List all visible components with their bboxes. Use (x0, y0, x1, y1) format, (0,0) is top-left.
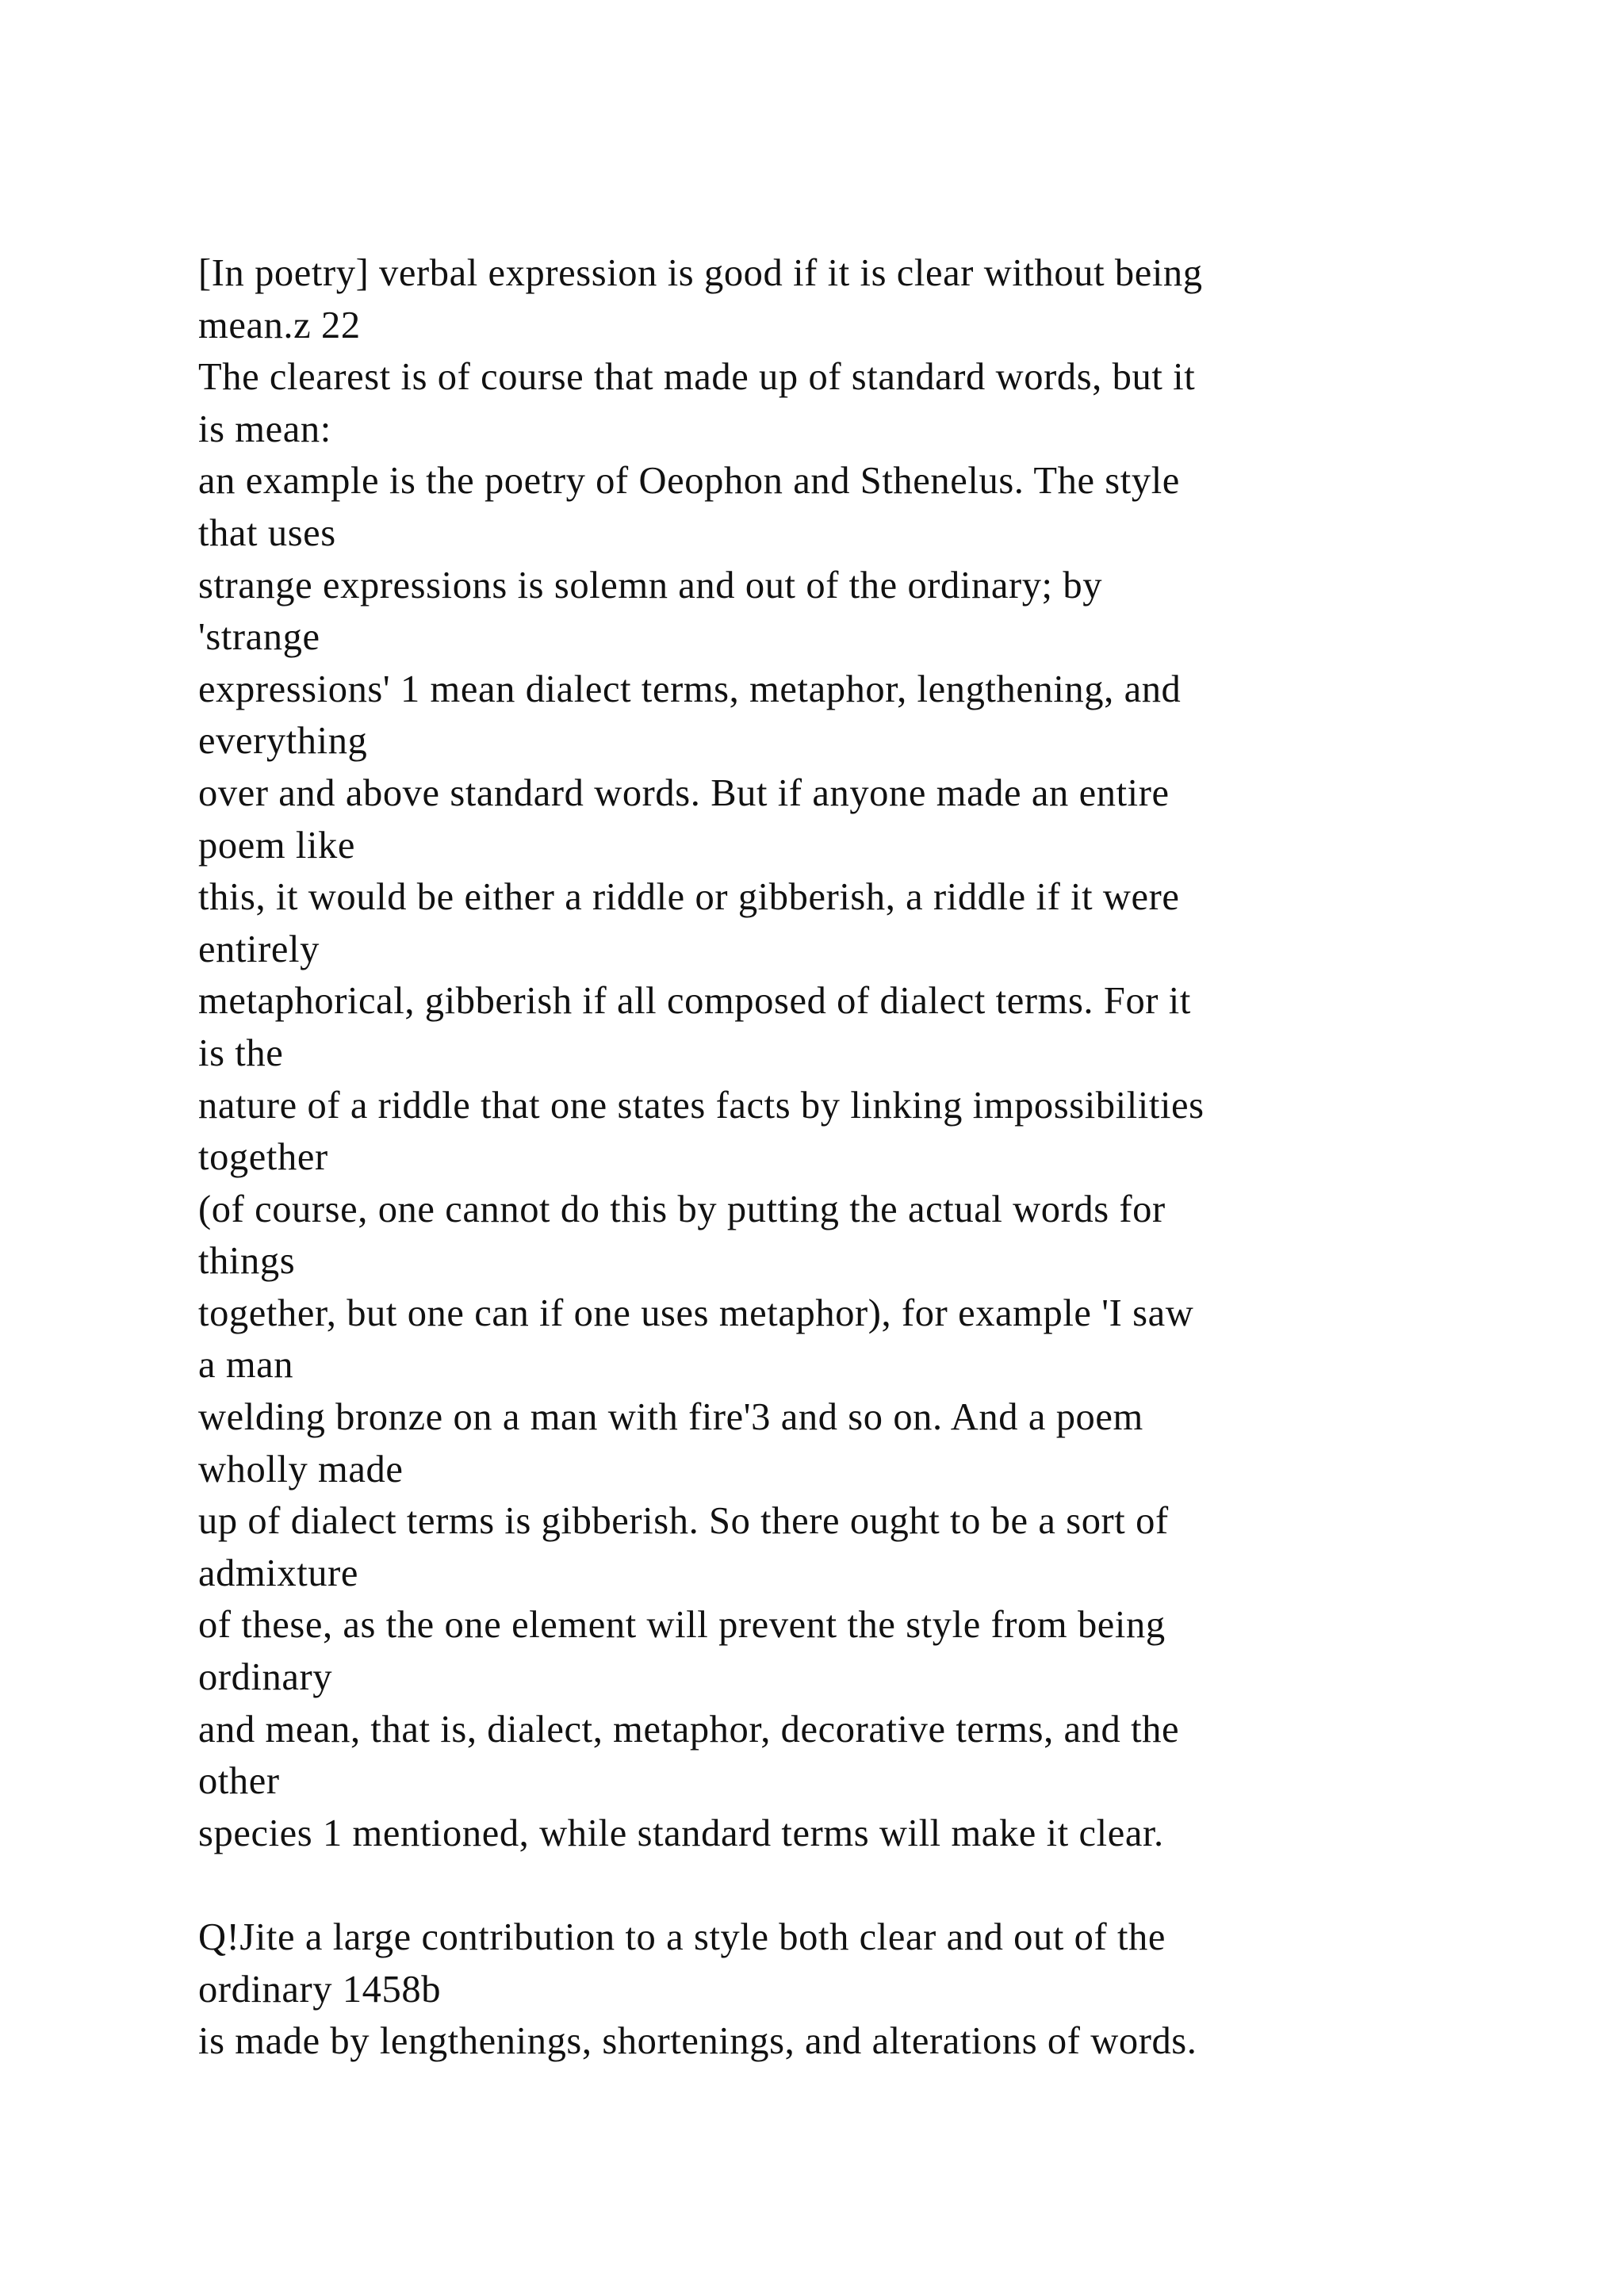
text-line: welding bronze on a man with fire'3 and so on. And a poem (198, 1396, 1143, 1439)
text-line: [In poetry] verbal expression is good if it is clear without being (198, 252, 1203, 294)
text-line: of these, as the one element will prevent the style from being (198, 1604, 1166, 1647)
text-line: an example is the poetry of Oeophon and Sthenelus. The style (198, 460, 1180, 503)
text-line: 'strange (198, 616, 320, 659)
text-line: entirely (198, 928, 320, 970)
text-line: over and above standard words. But if anyone made an entire (198, 771, 1170, 814)
text-line: other (198, 1760, 280, 1803)
text-line: is mean: (198, 408, 331, 450)
text-line: The clearest is of course that made up of standard words, but it (198, 356, 1196, 399)
text-line: everything (198, 720, 368, 763)
text-line: expressions' 1 mean dialect terms, metaphor, lengthening, and (198, 668, 1182, 710)
paragraph-1 (198, 247, 1562, 1859)
text-line: poem like (198, 824, 356, 867)
text-line: nature of a riddle that one states facts by linking impossibilities (198, 1084, 1205, 1127)
text-line: up of dialect terms is gibberish. So there ought to be a sort of (198, 1500, 1169, 1543)
text-line: a man (198, 1344, 294, 1387)
text-line: strange expressions is solemn and out of the ordinary; by (198, 564, 1103, 607)
text-line: together, but one can if one uses metaphor), for example 'I saw (198, 1292, 1194, 1334)
text-line: mean.z 22 (198, 304, 361, 346)
paragraph-gap (198, 1859, 1562, 1911)
text-line: admixture (198, 1552, 359, 1594)
text-line: ordinary (198, 1656, 333, 1699)
text-line: species 1 mentioned, while standard terms will make it clear. (198, 1812, 1164, 1854)
text-line: ordinary 1458b (198, 1968, 442, 2011)
text-line: Q!Jite a large contribution to a style both clear and out of the (198, 1916, 1166, 1958)
text-line: this, it would be either a riddle or gibberish, a riddle if it were (198, 876, 1180, 919)
text-line: and mean, that is, dialect, metaphor, decorative terms, and the (198, 1708, 1180, 1751)
text-line: is the (198, 1031, 284, 1074)
text-line: wholly made (198, 1448, 404, 1490)
paragraph-2 (198, 1911, 1562, 2068)
text-line: (of course, one cannot do this by putting the actual words for (198, 1188, 1166, 1230)
text-line: is made by lengthenings, shortenings, and alterations of words. (198, 2020, 1197, 2063)
text-line: together (198, 1136, 328, 1179)
document-body (198, 247, 1562, 2068)
text-line: metaphorical, gibberish if all composed of dialect terms. For it (198, 980, 1191, 1023)
text-line: that uses (198, 511, 336, 554)
text-line: things (198, 1240, 296, 1283)
